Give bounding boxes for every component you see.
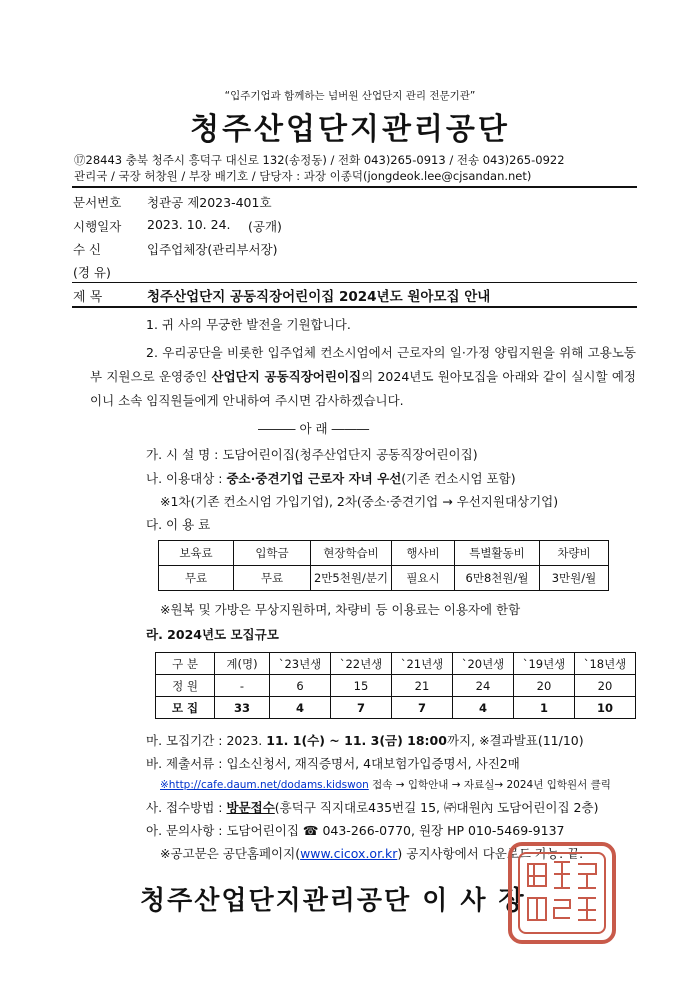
period-line: 마. 모집기간 : 2023. 11. 1(수) ~ 11. 3(금) 18:00까지, ※결과발표(11/10)	[146, 733, 584, 748]
recruit-header-cell: 구 분	[156, 653, 215, 675]
official-seal	[508, 842, 616, 944]
inquiry-line: 아. 문의사항 : 도담어린이집 ☎ 043-266-0770, 원장 HP 010-5469-9137	[146, 823, 565, 838]
recruit-cell: 10	[575, 697, 636, 719]
recruit-cell: 4	[453, 697, 514, 719]
recruit-cell: 1	[514, 697, 575, 719]
recruit-openings-row	[156, 697, 636, 719]
recruit-header-cell: `22년생	[331, 653, 392, 675]
recruit-cell: 33	[215, 697, 270, 719]
date-label: 시행일자	[73, 219, 122, 234]
contact-staff-line: 관리국 / 국장 허창원 / 부장 배기호 / 담당자 : 과장 이종덕(jongdeok.lee@cjsandan.net)	[74, 169, 532, 183]
subject-value: 청주산업단지 공동직장어린이집 2024년도 원아모집 안내	[147, 289, 491, 305]
recruit-cell: 15	[331, 675, 392, 697]
doc-no-value: 청관공 제2023-401호	[147, 195, 272, 210]
facility-line: 가. 시 설 명 : 도담어린이집(청주산업단지 공동직장어린이집)	[146, 447, 478, 462]
fee-label: 다. 이 용 료	[146, 517, 211, 532]
contact-address-line: ⑰28443 충북 청주시 흥덕구 대신로 132(송정동) / 전화 043)265-0913 / 전송 043)265-0922	[74, 153, 565, 167]
recruit-header-cell: 계(명)	[215, 653, 270, 675]
fees-header-row	[159, 541, 609, 566]
recruit-cell: 모 집	[156, 697, 215, 719]
doc-no-label: 문서번호	[73, 195, 122, 210]
below-heading: ――― 아 래 ―――	[258, 421, 370, 436]
via-label: (경 유)	[73, 265, 111, 280]
fees-table	[158, 540, 609, 591]
seal-pattern	[512, 846, 612, 940]
target-line: 나. 이용대상 : 중소·중견기업 근로자 자녀 우선(기존 컨소시엄 포함)	[146, 471, 516, 486]
recruit-cell: 20	[514, 675, 575, 697]
subject-top-divider	[72, 282, 637, 283]
paragraph-1: 1. 귀 사의 무궁한 발전을 기원합니다.	[146, 317, 351, 332]
fee-value-cell: 2만5천원/분기	[311, 566, 392, 591]
recruit-cell: 6	[270, 675, 331, 697]
recruit-header-cell: `20년생	[453, 653, 514, 675]
recruit-header-row	[156, 653, 636, 675]
disclosure-tag: (공개)	[248, 219, 282, 234]
fee-value-cell: 무료	[159, 566, 234, 591]
fee-header-cell: 차량비	[540, 541, 609, 566]
subject-label: 제 목	[73, 290, 103, 305]
recruit-header-cell: `21년생	[392, 653, 453, 675]
recruit-capacity-row	[156, 675, 636, 697]
documents-line: 바. 제출서류 : 입소신청서, 재직증명서, 4대보험가입증명서, 사진2매	[146, 756, 520, 771]
homepage-link[interactable]: www.cicox.or.kr	[300, 846, 398, 861]
fee-header-cell: 입학금	[234, 541, 311, 566]
recruit-cell: 4	[270, 697, 331, 719]
recruit-cell: 7	[331, 697, 392, 719]
download-note: ※http://cafe.daum.net/dodams.kidswon 접속 → 입학안내 → 자료실→ 2024년 입학원서 클릭	[160, 779, 611, 791]
fee-value-cell: 3만원/월	[540, 566, 609, 591]
recipient-label: 수 신	[73, 242, 102, 257]
recruit-cell: 7	[392, 697, 453, 719]
fee-value-cell: 필요시	[392, 566, 455, 591]
priority-note: ※1차(기존 컨소시엄 가입기업), 2차(중소·중견기업 → 우선지원대상기업)	[160, 494, 559, 509]
recruit-cell: -	[215, 675, 270, 697]
method-line: 사. 접수방법 : 방문접수(흥덕구 직지대로435번길 15, ㈜대원內 도담어린이집 2층)	[146, 800, 599, 815]
fee-header-cell: 보육료	[159, 541, 234, 566]
subject-bottom-divider	[72, 306, 637, 308]
fee-value-cell: 무료	[234, 566, 311, 591]
paragraph-2: 2. 우리공단을 비롯한 입주업체 컨소시엄에서 근로자의 일·가정 양립지원을 위해 고용노동부 지원으로 운영중인 산업단지 공동직장어린이집의 2024년도 원아모집을 아래와 같이 실시할 예정이니 소속 임직원들에게 안내하여 주시면 감사하겠습니다.	[90, 345, 636, 408]
recruit-header-cell: `23년생	[270, 653, 331, 675]
recruit-label: 라. 2024년도 모집규모	[146, 627, 279, 642]
recruit-cell: 20	[575, 675, 636, 697]
fee-header-cell: 현장학습비	[311, 541, 392, 566]
recruit-cell: 24	[453, 675, 514, 697]
recruit-table	[155, 652, 636, 719]
recruit-header-cell: `19년생	[514, 653, 575, 675]
fee-header-cell: 특별활동비	[455, 541, 540, 566]
org-title: 청주산업단지관리공단	[190, 112, 510, 147]
recruit-header-cell: `18년생	[575, 653, 636, 675]
fees-value-row	[159, 566, 609, 591]
fee-note: ※원복 및 가방은 무상지원하며, 차량비 등 이용료는 이용자에 한함	[160, 602, 521, 617]
recruit-cell: 정 원	[156, 675, 215, 697]
header-divider	[72, 186, 637, 188]
fee-value-cell: 6만8천원/월	[455, 566, 540, 591]
homepage-notice: ※공고문은 공단홈페이지(www.cicox.or.kr) 공지사항에서 다운로드 가능. 끝.	[160, 846, 584, 861]
cafe-link[interactable]: ※http://cafe.daum.net/dodams.kidswon	[160, 779, 369, 791]
recipient-value: 입주업체장(관리부서장)	[147, 242, 278, 257]
date-value: 2023. 10. 24.	[147, 217, 231, 232]
fee-header-cell: 행사비	[392, 541, 455, 566]
slogan: “입주기업과 함께하는 넘버원 산업단지 관리 전문기관”	[224, 90, 476, 102]
recruit-cell: 21	[392, 675, 453, 697]
signer-name: 청주산업단지관리공단 이 사 장	[140, 886, 526, 916]
